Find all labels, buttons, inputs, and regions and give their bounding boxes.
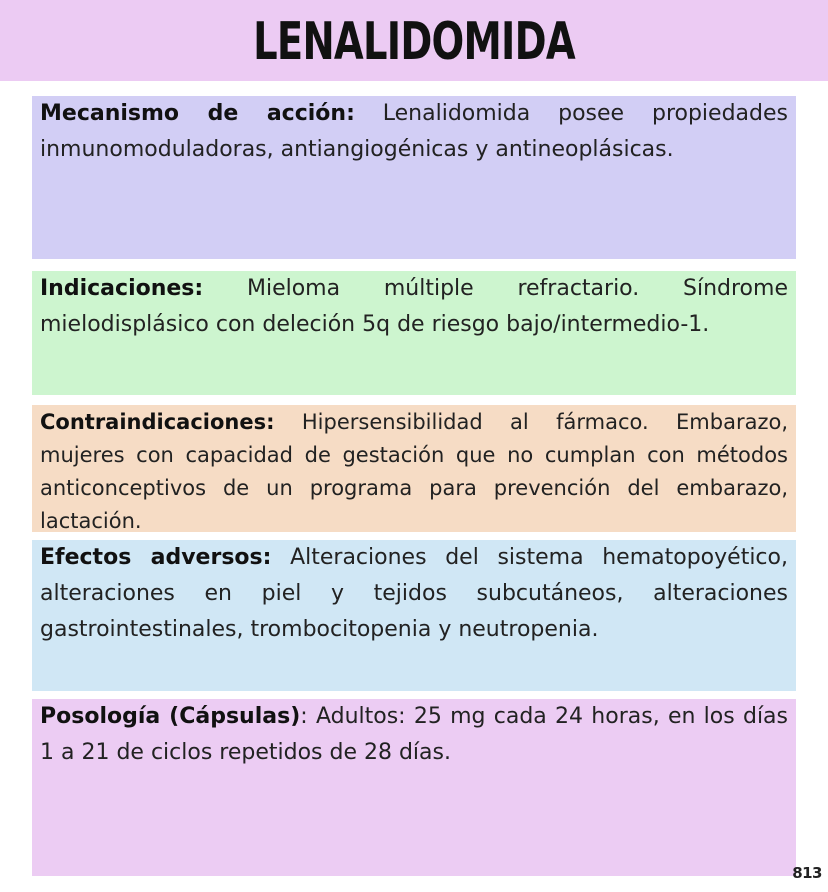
mecanismo-label: Mecanismo de acción:	[40, 101, 355, 126]
page-number: 813	[792, 864, 822, 882]
title-banner	[0, 0, 828, 81]
indicaciones-paragraph	[40, 271, 788, 343]
indicaciones-label: Indicaciones:	[40, 276, 204, 301]
section-posologia	[32, 699, 796, 876]
contraindicaciones-text: Hipersensibilidad al fármaco. Embarazo, mujeres con capacidad de gestación que no cumplan con métodos anticonceptivos de un programa para prevención del embarazo, lactación.	[40, 410, 788, 533]
efectos-label: Efectos adversos:	[40, 545, 272, 570]
contraindicaciones-paragraph	[40, 406, 788, 538]
section-indicaciones	[32, 271, 796, 395]
section-efectos-adversos	[32, 540, 796, 691]
page-title: LENALIDOMIDA	[253, 12, 575, 72]
mecanismo-text: Lenalidomida posee propiedades inmunomoduladoras, antiangiogénicas y antineoplásicas.	[40, 101, 788, 162]
posologia-label: Posología (Cápsulas)	[40, 704, 301, 729]
indicaciones-text: Mieloma múltiple refractario. Síndrome mielodisplásico con deleción 5q de riesgo bajo/intermedio-1.	[40, 276, 788, 337]
efectos-text: Alteraciones del sistema hematopoyético, alteraciones en piel y tejidos subcutáneos, alteraciones gastrointestinales, trombocitopenia y neutropenia.	[40, 545, 788, 642]
posologia-paragraph	[40, 699, 788, 771]
section-mecanismo	[32, 96, 796, 259]
efectos-paragraph	[40, 540, 788, 648]
mecanismo-paragraph	[40, 96, 788, 168]
posologia-text: : Adultos: 25 mg cada 24 horas, en los días 1 a 21 de ciclos repetidos de 28 días.	[40, 704, 789, 765]
contraindicaciones-label: Contraindicaciones:	[40, 410, 275, 434]
section-contraindicaciones	[32, 405, 796, 532]
